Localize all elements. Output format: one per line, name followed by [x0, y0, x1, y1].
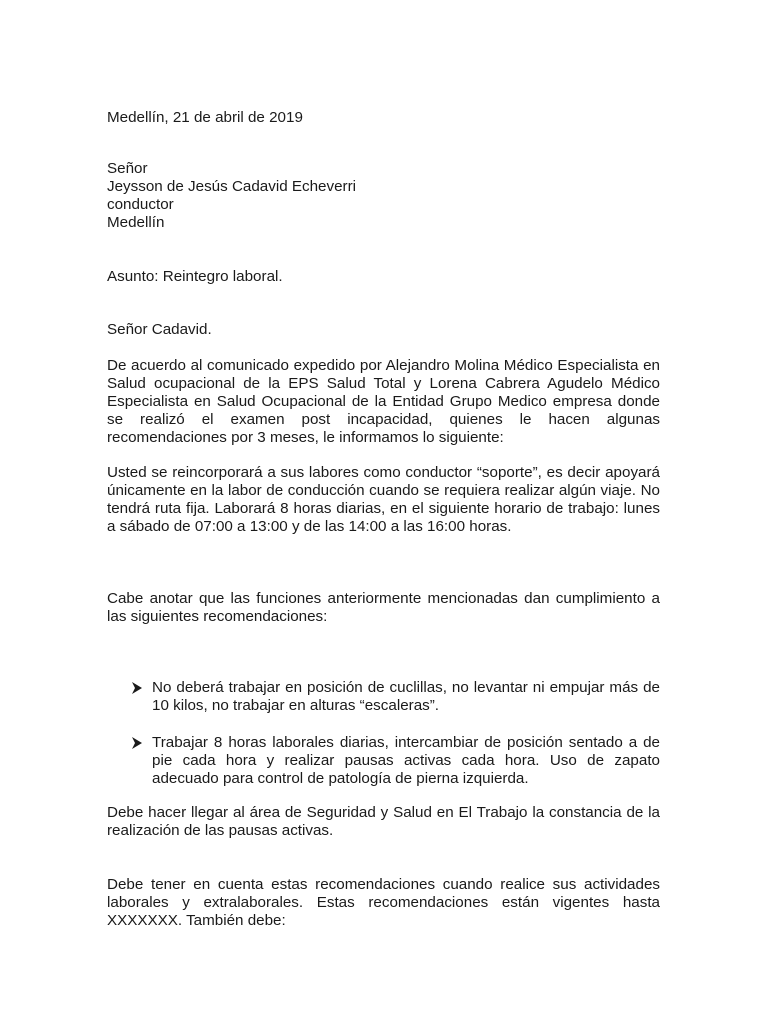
recipient-block [107, 160, 660, 232]
recipient-city: Medellín [107, 214, 165, 231]
recipient-name: Jeysson de Jesús Cadavid Echeverri [107, 178, 357, 195]
date-line: Medellín, 21 de abril de 2019 [107, 109, 303, 126]
paragraph-5: Debe tener en cuenta estas recomendaciones cuando realice sus actividades laborales y extralaborales. Estas recomendaciones están vigentes hasta XXXXXXX. También debe: [107, 876, 660, 929]
paragraph-1: De acuerdo al comunicado expedido por Alejandro Molina Médico Especialista en Salud ocupacional de la EPS Salud Total y Lorena Cabrera Agudelo Médico Especialista en Salud Ocupacional de la Entidad Grupo Medico empresa donde se realizó el examen post incapacidad, quienes le hacen algunas recomendaciones por 3 meses, le informamos lo siguiente: [107, 357, 660, 446]
greeting: Señor Cadavid. [107, 321, 212, 338]
paragraph-4: Debe hacer llegar al área de Seguridad y Salud en El Trabajo la constancia de la realización de las pausas activas. [107, 804, 660, 839]
recommendation-text: No deberá trabajar en posición de cuclillas, no levantar ni empujar más de 10 kilos, no trabajar en alturas “escaleras”. [152, 679, 660, 714]
recipient-salutation: Señor [107, 160, 148, 177]
arrow-bullet-icon [131, 681, 143, 695]
paragraph-2: Usted se reincorporará a sus labores como conductor “soporte”, es decir apoyará únicamente en la labor de conducción cuando se requiera realizar algún viaje. No tendrá ruta fija. Laborará 8 horas diarias, en el siguiente horario de trabajo: lunes a sábado de 07:00 a 13:00 y de las 14:00 a las 16:00 horas. [107, 464, 660, 535]
recommendations-list [107, 679, 660, 788]
subject-line: Asunto: Reintegro laboral. [107, 268, 283, 285]
recipient-position: conductor [107, 196, 174, 213]
recommendation-item [107, 679, 660, 715]
arrow-bullet-icon [131, 736, 143, 750]
paragraph-3: Cabe anotar que las funciones anteriormente mencionadas dan cumplimiento a las siguientes recomendaciones: [107, 590, 660, 625]
recommendation-text: Trabajar 8 horas laborales diarias, intercambiar de posición sentado a de pie cada hora y realizar pausas activas cada hora. Uso de zapato adecuado para control de patología de pierna izquierda. [152, 734, 660, 787]
recommendation-item [107, 734, 660, 788]
